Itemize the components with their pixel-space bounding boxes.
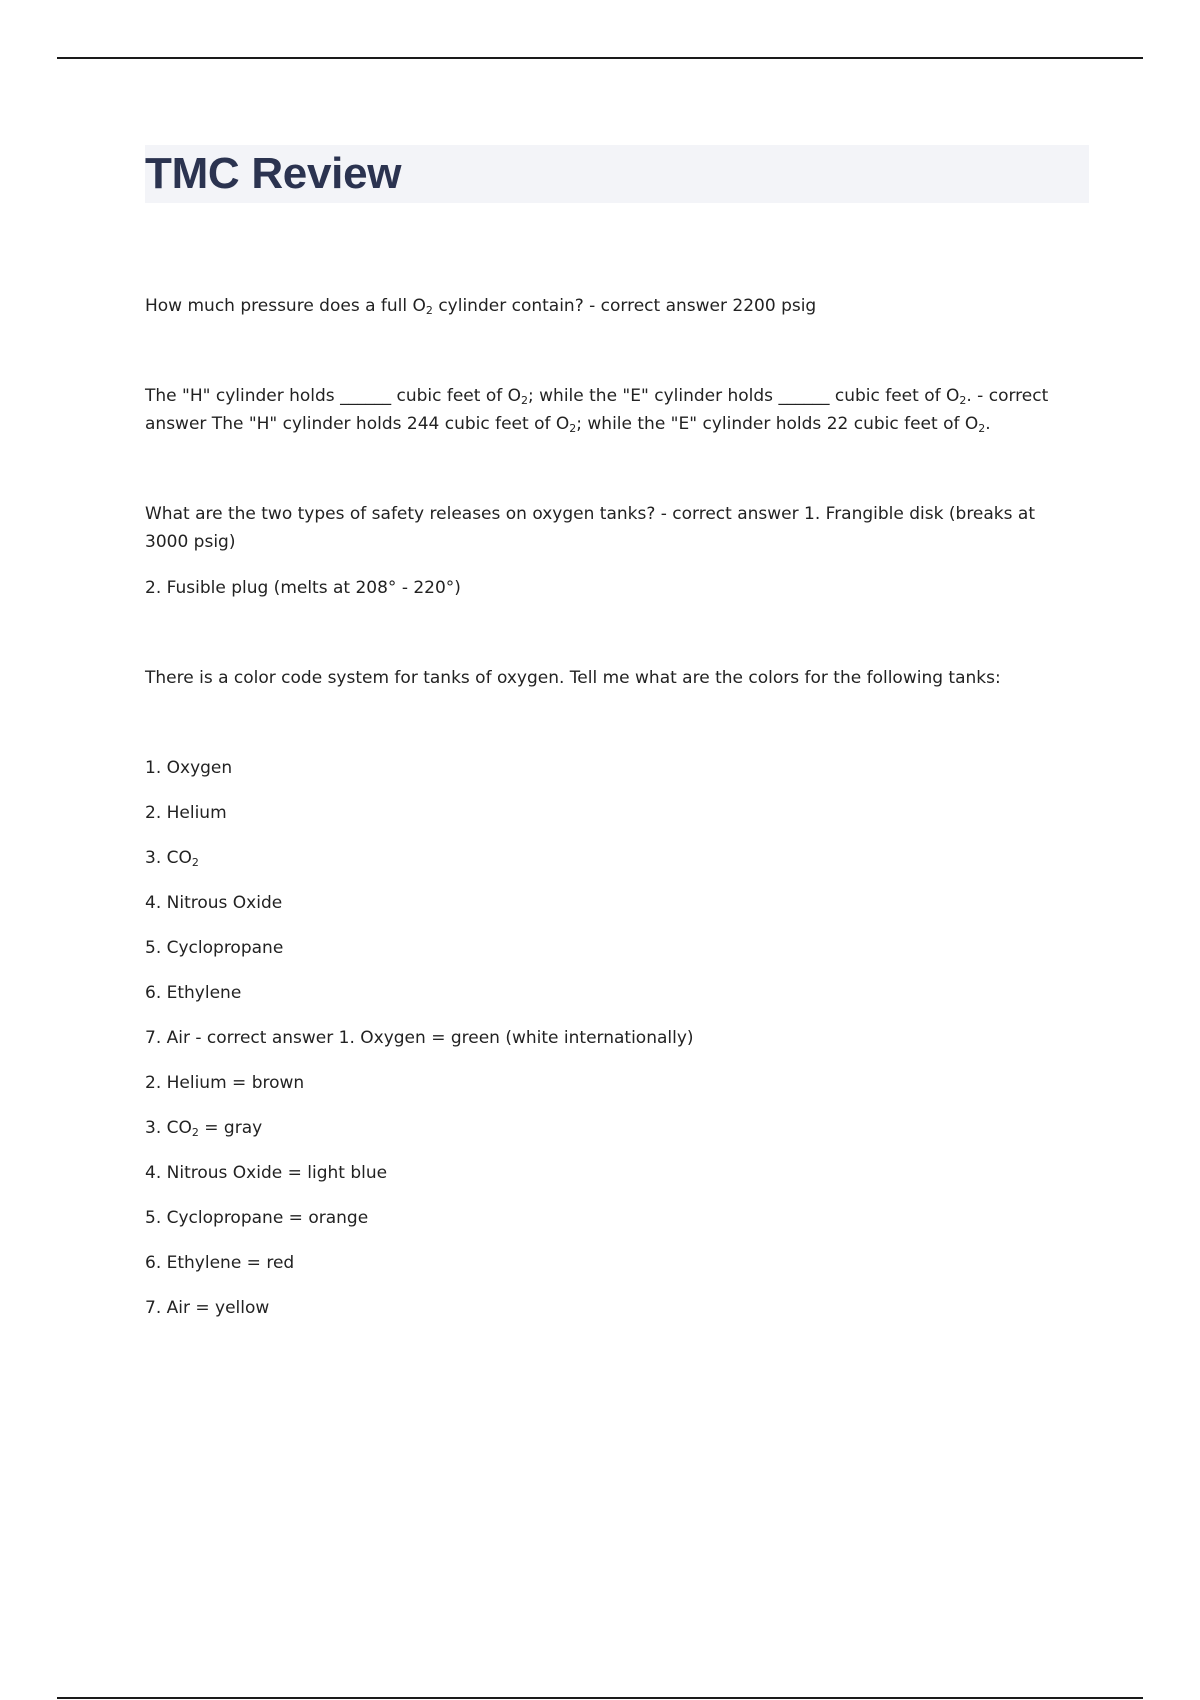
list-item-text: = gray bbox=[198, 1118, 263, 1138]
subscript: 2 bbox=[521, 394, 529, 407]
flashcard-color-code-prompt: There is a color code system for tanks of oxygen. Tell me what are the colors for the following tanks: bbox=[145, 668, 1001, 688]
card-text: . bbox=[985, 414, 991, 434]
list-item: 5. Cyclopropane bbox=[145, 938, 284, 958]
card-text: How much pressure does a full O bbox=[145, 296, 426, 316]
header-rule bbox=[57, 57, 1143, 59]
list-item: 4. Nitrous Oxide bbox=[145, 893, 283, 913]
footer-rule bbox=[57, 1697, 1143, 1699]
list-item: 5. Cyclopropane = orange bbox=[145, 1208, 369, 1228]
list-item bbox=[145, 1114, 1083, 1142]
card-text: The "H" cylinder holds ______ cubic feet of O bbox=[145, 386, 522, 406]
list-item-text: 3. CO bbox=[145, 848, 192, 868]
subscript: 2 bbox=[425, 304, 433, 317]
subscript: 2 bbox=[191, 856, 199, 869]
flashcard-safety-releases-line2: 2. Fusible plug (melts at 208° - 220°) bbox=[145, 578, 461, 598]
document-title: TMC Review bbox=[145, 149, 402, 198]
subscript: 2 bbox=[569, 422, 577, 435]
flashcard-cylinder-capacity bbox=[145, 382, 1083, 438]
subscript: 2 bbox=[191, 1126, 199, 1139]
list-item: 4. Nitrous Oxide = light blue bbox=[145, 1163, 388, 1183]
subscript: 2 bbox=[959, 394, 967, 407]
card-text: ; while the "E" cylinder holds 22 cubic feet of O bbox=[576, 414, 979, 434]
card-text: cylinder contain? - correct answer 2200 psig bbox=[432, 296, 817, 316]
subscript: 2 bbox=[978, 422, 986, 435]
list-item: 6. Ethylene = red bbox=[145, 1253, 295, 1273]
list-item: 7. Air - correct answer 1. Oxygen = green (white internationally) bbox=[145, 1028, 694, 1048]
list-item: 2. Helium = brown bbox=[145, 1073, 305, 1093]
flashcard-o2-pressure bbox=[145, 292, 1083, 320]
flashcard-safety-releases: What are the two types of safety releases on oxygen tanks? - correct answer 1. Frangible disk (breaks at 3000 psig) bbox=[145, 504, 1035, 552]
document-body bbox=[145, 292, 1083, 1322]
list-item bbox=[145, 844, 1083, 872]
list-item: 7. Air = yellow bbox=[145, 1298, 270, 1318]
card-text: . - correct answer The "H" cylinder holds 244 cubic feet of O bbox=[145, 386, 1049, 434]
card-text: ; while the "E" cylinder holds ______ cubic feet of O bbox=[528, 386, 960, 406]
list-item-text: 3. CO bbox=[145, 1118, 192, 1138]
list-item: 6. Ethylene bbox=[145, 983, 242, 1003]
list-item: 1. Oxygen bbox=[145, 758, 233, 778]
list-item: 2. Helium bbox=[145, 803, 227, 823]
